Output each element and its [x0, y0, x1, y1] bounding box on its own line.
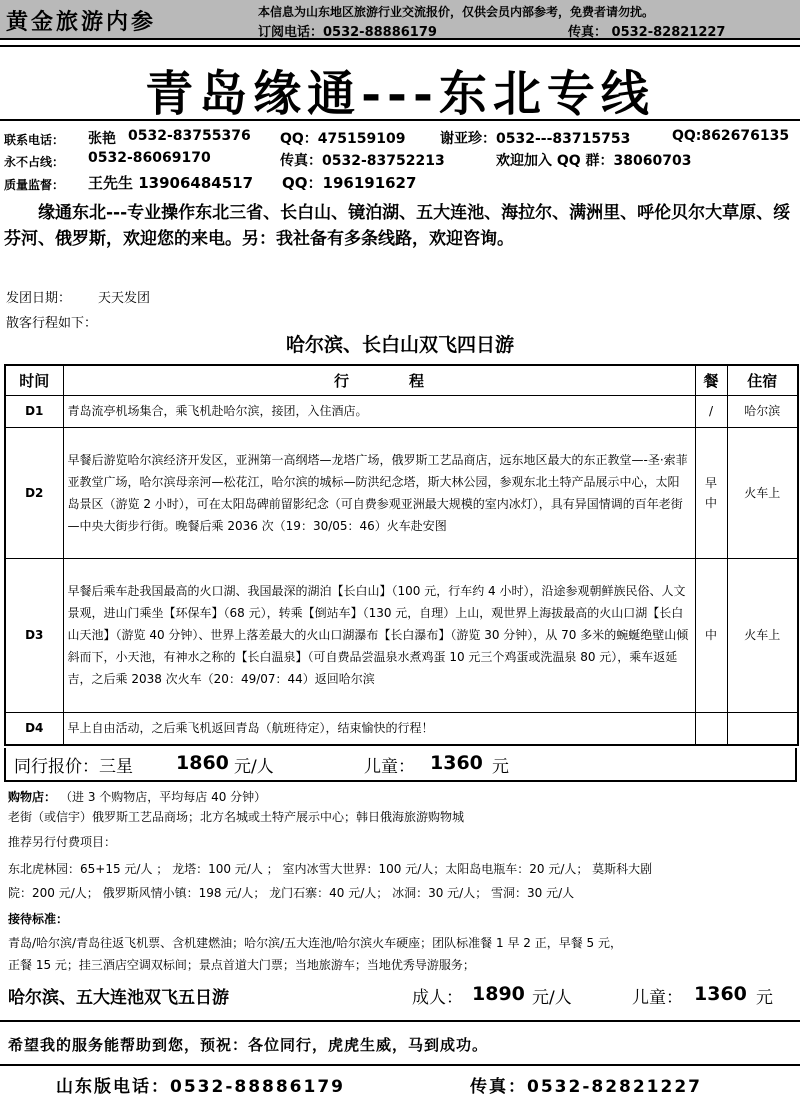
route2-child-unit: 元	[756, 988, 773, 1008]
agency-banner	[0, 45, 800, 121]
child-unit: 元	[492, 757, 509, 777]
closing-wish: 希望我的服务能帮助到您，预祝：各位同行，虎虎生威，马到成功。	[8, 1036, 489, 1054]
header-meal: 餐	[695, 365, 727, 395]
itinerary-table	[4, 364, 799, 746]
day-meal: /	[695, 395, 727, 427]
day-meal: 中	[695, 558, 727, 712]
divider	[0, 1064, 800, 1066]
contact-qq-group: 欢迎加入 QQ 群：38060703	[496, 153, 692, 169]
standards-line-1: 青岛/哈尔滨/青岛往返飞机票、含机建燃油；哈尔滨/五大连池/哈尔滨火车硬座；团队标准餐 1 早 2 正，早餐 5 元，	[8, 936, 622, 950]
day-label: D1	[5, 395, 63, 427]
contact-name-1: 张艳	[88, 131, 116, 147]
header-time: 时间	[5, 365, 63, 395]
shopping-label: 购物店：	[8, 790, 57, 804]
child-price: 1360	[430, 752, 483, 774]
contact-qq-2: QQ:862676135	[672, 128, 790, 144]
optional-line-1: 东北虎林园：65+15 元/人 ； 龙塔：100 元/人 ； 室内冰雪大世界：100 元/人；太阳岛电瓶车：20 元/人； 莫斯科大剧	[8, 862, 653, 876]
day-stay	[727, 712, 798, 745]
route1-title: 哈尔滨、长白山双飞四日游	[285, 334, 514, 356]
route2-child-price: 1360	[694, 983, 747, 1005]
day-stay: 火车上	[727, 427, 798, 558]
route2-adult-price: 1890	[472, 983, 525, 1005]
header-itinerary: 行 程	[63, 365, 695, 395]
day-label: D2	[5, 427, 63, 558]
shopping-stores: 老街（或信宇）俄罗斯工艺品商场；北方名城或土特产展示中心；韩日俄海旅游购物城	[8, 810, 465, 824]
departure-label: 发团日期：	[6, 291, 72, 306]
contact-label-1: 联系电话：	[4, 133, 65, 147]
table-row	[5, 427, 798, 558]
table-row	[5, 395, 798, 427]
header-stay: 住宿	[727, 365, 798, 395]
day-label: D4	[5, 712, 63, 745]
day-meal	[695, 712, 727, 745]
order-phone: 订阅电话：0532-88886179	[258, 25, 437, 40]
route2-adult-label: 成人：	[412, 988, 463, 1008]
child-label: 儿童：	[364, 757, 415, 777]
route2-adult-unit: 元/人	[532, 988, 572, 1008]
divider	[0, 1020, 800, 1022]
table-header-row	[5, 365, 798, 395]
contact-hotline: 0532-86069170	[88, 150, 211, 166]
contact-phone-1: 0532-83755376	[128, 128, 251, 144]
price-label: 同行报价：三星	[14, 757, 133, 777]
departure-value: 天天发团	[98, 291, 151, 306]
banner-title: 青岛缘通---东北专线	[145, 66, 655, 122]
day-desc: 早餐后游览哈尔滨经济开发区，亚洲第一高纲塔—龙塔广场，俄罗斯工艺品商店，远东地区最大的东正教堂—-圣·索菲亚教堂广场，哈尔滨母亲河—松花江，哈尔滨的城标—防洪纪念塔，斯大林公园，参观东北土特产品展示中心，太阳岛景区（游览 2 小时），可在太阳岛碑前留影纪念（可自费参观亚洲最大规模的室内冰灯），具有异国情调的百年老街—中央大街步行街。晚餐后乘 2036 次（19：30/05：46）火车赴安图	[63, 427, 695, 558]
header-notice: 本信息为山东地区旅游行业交流报价，仅供会员内部参考，免费者请勿扰。	[258, 5, 655, 19]
standards-line-2: 正餐 15 元；挂三酒店空调双标间；景点首道大门票；当地旅游车；当地优秀导游服务；	[8, 958, 475, 972]
scatter-label: 散客行程如下：	[6, 316, 98, 331]
footer-fax: 传真：0532-82821227	[470, 1077, 702, 1097]
brand-title: 黄金旅游内参	[6, 10, 157, 35]
contact-label-2: 永不占线：	[4, 155, 65, 169]
intro-text: 缘通东北---专业操作东北三省、长白山、镜泊湖、五大连池、海拉尔、满洲里、呼伦贝尔大草原、绥芬河、俄罗斯，欢迎您的来电。另：我社备有多条线路，欢迎咨询。	[4, 203, 791, 249]
day-stay: 哈尔滨	[727, 395, 798, 427]
standards-label: 接待标准：	[8, 912, 69, 926]
day-meal: 早中	[695, 427, 727, 558]
optional-label: 推荐另行付费项目：	[8, 835, 117, 849]
contact-phone-2: 谢亚珍：0532---83715753	[440, 131, 631, 147]
quality-qq: QQ：196191627	[282, 174, 417, 192]
contact-fax: 传真：0532-83752213	[280, 153, 445, 169]
header-bar	[0, 0, 800, 40]
day-desc: 早上自由活动，之后乘飞机返回青岛（航班待定），结束愉快的行程！	[63, 712, 695, 745]
day-stay: 火车上	[727, 558, 798, 712]
adult-price: 1860	[176, 752, 229, 774]
optional-line-2: 院：200 元/人； 俄罗斯风情小镇：198 元/人； 龙门石寨：40 元/人； 冰洞：30 元/人； 雪洞：30 元/人	[8, 886, 575, 900]
footer-phone: 山东版电话：0532-88886179	[56, 1077, 345, 1097]
table-row	[5, 712, 798, 745]
day-desc: 早餐后乘车赴我国最高的火口湖、我国最深的湖泊【长白山】（100 元，行车约 4 小时），沿途参观朝鲜族民俗、人文景观，进山门乘坐【环保车】（68 元），转乘【倒站车】（130 元，自理）上山，观世界上海拔最高的火山口湖【长白山天池】（游览 40 分钟）、世界上落差最大的火山口湖瀑布【长白瀑布】（游览 30 分钟），从 70 多米的蜿蜒绝壁山倾斜而下，小天池，有神水之称的【长白温泉】（可自费品尝温泉水煮鸡蛋 10 元三个鸡蛋或洗温泉 80 元），乘车返延吉，之后乘 2038 次火车（20：49/07：44）返回哈尔滨	[63, 558, 695, 712]
quality-supervisor: 王先生 13906484517	[88, 174, 254, 192]
route1-price-bar	[4, 748, 797, 782]
header-fax: 传真： 0532-82821227	[568, 25, 726, 40]
contact-qq-1: QQ：475159109	[280, 131, 406, 147]
day-label: D3	[5, 558, 63, 712]
adult-unit: 元/人	[234, 757, 274, 777]
table-row	[5, 558, 798, 712]
contact-label-3: 质量监督：	[4, 178, 65, 192]
day-desc: 青岛流亭机场集合，乘飞机赴哈尔滨，接团，入住酒店。	[63, 395, 695, 427]
route2-child-label: 儿童：	[632, 988, 683, 1008]
route2-title: 哈尔滨、五大连池双飞五日游	[8, 988, 229, 1008]
shopping-note: （进 3 个购物店，平均每店 40 分钟）	[60, 790, 267, 804]
